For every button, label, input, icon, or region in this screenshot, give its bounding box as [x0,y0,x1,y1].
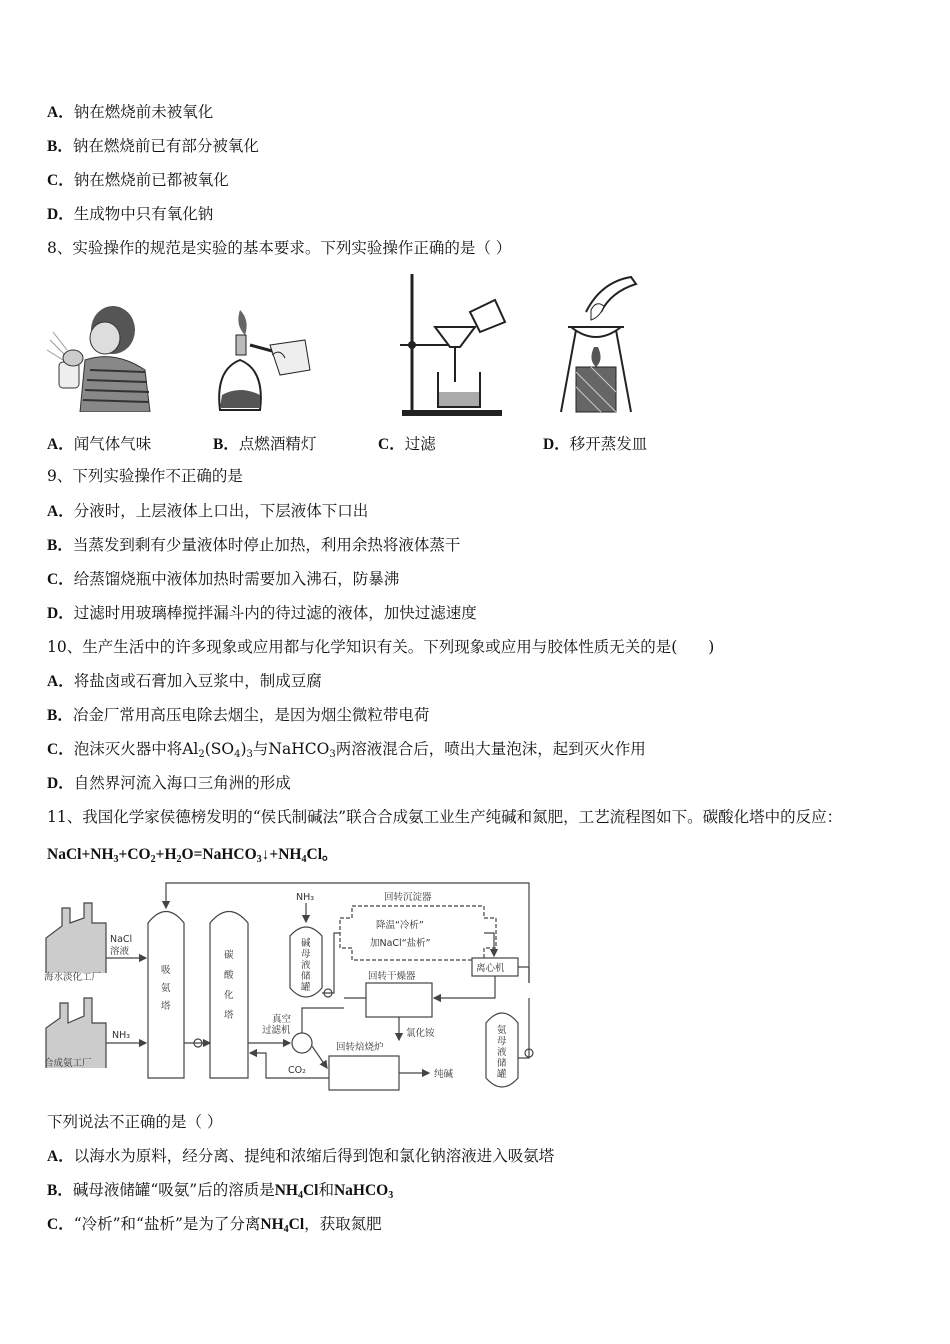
label-absorb-2: 塔 [161,1001,171,1012]
label-mother-2: 液 [301,960,311,971]
label-amm-0: 氨 [497,1025,507,1036]
q7-option-a: A．钠在燃烧前未被氧化 [47,103,214,121]
label-rotary-dryer: 回转干燥器 [368,971,416,982]
label-mother-0: 碱 [301,938,311,949]
label-ammonium-chloride: 氯化铵 [406,1028,435,1039]
q7-option-c: C．钠在燃烧前已都被氧化 [47,171,229,189]
q9-option-a: A．分液时，上层液体上口出，下层液体下口出 [47,502,369,520]
label-nacl: NaCl [110,934,133,945]
label-nh3-in: NH₃ [112,1030,131,1041]
q10-option-d: D．自然界河流入海口三角洲的形成 [47,774,291,792]
q11-equation: $NaCl+NH_3+CO_2+H_2O=NaHCO_3↓+NH_4Cl$。 [47,846,338,865]
label-carbon-2: 化 [224,990,234,1001]
label-centrifuge: 离心机 [476,963,505,974]
label-absorb-1: 氨 [161,983,171,994]
label-carbon-1: 酸 [224,970,234,981]
label-amm-3: 储 [497,1058,507,1069]
label-mother-4: 罐 [301,982,311,993]
label-mother-1: 母 [301,949,311,960]
label-seawater-plant: 海水淡化工厂 [44,972,102,983]
q11-stem: 11、我国化学家侯德榜发明的“侯氏制碱法”联合合成氨工业生产纯碱和氮肥，工艺流程图如下。碳酸化塔中的反应： [47,808,843,826]
q9-option-d: D．过滤时用玻璃棒搅拌漏斗内的待过滤的液体，加快过滤速度 [47,604,477,622]
q9-stem: 9、下列实验操作不正确的是 [47,467,243,485]
label-solution: 溶液 [110,946,130,957]
q11-option-b: B．碱母液储罐“吸氨”后的溶质是$NH_4Cl$和NaHCO$_3$ [47,1181,394,1201]
q8-stem: 8、实验操作的规范是实验的基本要求。下列实验操作正确的是（ ） [47,239,512,257]
q10-stem: 10、生产生活中的许多现象或应用都与化学知识有关。下列现象或应用与胶体性质无关的是( ) [47,638,715,656]
q10-option-c: C．泡沫灭火器中将$Al_2(SO_4)_3$与NaHCO$_3$两溶液混合后，喷出大量泡沫，起到灭火作用 [47,740,646,760]
label-soda: 纯碱 [434,1069,454,1080]
q8-caption-d: D．移开蒸发皿 [543,435,648,453]
label-absorb-0: 吸 [161,965,171,976]
label-ammonia-plant: 合成氨工厂 [44,1058,92,1069]
label-rotary-furnace: 回转焙烧炉 [336,1042,384,1053]
q10-option-b: B．冶金厂常用高压电除去烟尘，是因为烟尘微粒带电荷 [47,706,430,724]
q8-caption-a: A．闻气体气味 [47,435,152,453]
figure-smell-gas [45,300,155,412]
label-amm-1: 母 [497,1036,507,1047]
label-carbon-3: 塔 [224,1010,234,1021]
label-nh3-top: NH₃ [296,892,315,903]
q10-option-a: A．将盐卤或石膏加入豆浆中，制成豆腐 [47,672,322,690]
q8-caption-c: C．过滤 [378,435,436,453]
label-amm-4: 罐 [497,1069,507,1080]
figure-light-lamp [210,300,320,415]
label-salting: 加NaCl“盐析” [370,938,431,949]
label-filter: 过滤机 [262,1025,291,1036]
q7-option-b: B．钠在燃烧前已有部分被氧化 [47,137,259,155]
label-mother-3: 储 [301,971,311,982]
q11-option-c: C．“冷析”和“盐析”是为了分离$NH_4Cl$，获取氮肥 [47,1215,382,1235]
q11-question: 下列说法不正确的是（ ） [47,1113,223,1131]
label-carbon-0: 碳 [224,950,234,961]
q9-option-c: C．给蒸馏烧瓶中液体加热时需要加入沸石，防暴沸 [47,570,400,588]
figure-filtration [400,272,510,417]
label-vacuum: 真空 [272,1014,292,1025]
label-co2: CO₂ [288,1065,306,1076]
label-amm-2: 液 [497,1047,507,1058]
q7-option-d: D．生成物中只有氧化钠 [47,205,214,223]
figure-evaporating-dish [556,272,646,417]
hou-process-diagram [44,878,544,1100]
q8-caption-b: B．点燃酒精灯 [213,435,317,453]
label-rotary-settler: 回转沉淀器 [384,892,432,903]
label-cooling: 降温“冷析” [376,920,424,931]
q9-option-b: B．当蒸发到剩有少量液体时停止加热，利用余热将液体蒸干 [47,536,461,554]
q11-option-a: A．以海水为原料，经分离、提纯和浓缩后得到饱和氯化钠溶液进入吸氨塔 [47,1147,555,1165]
